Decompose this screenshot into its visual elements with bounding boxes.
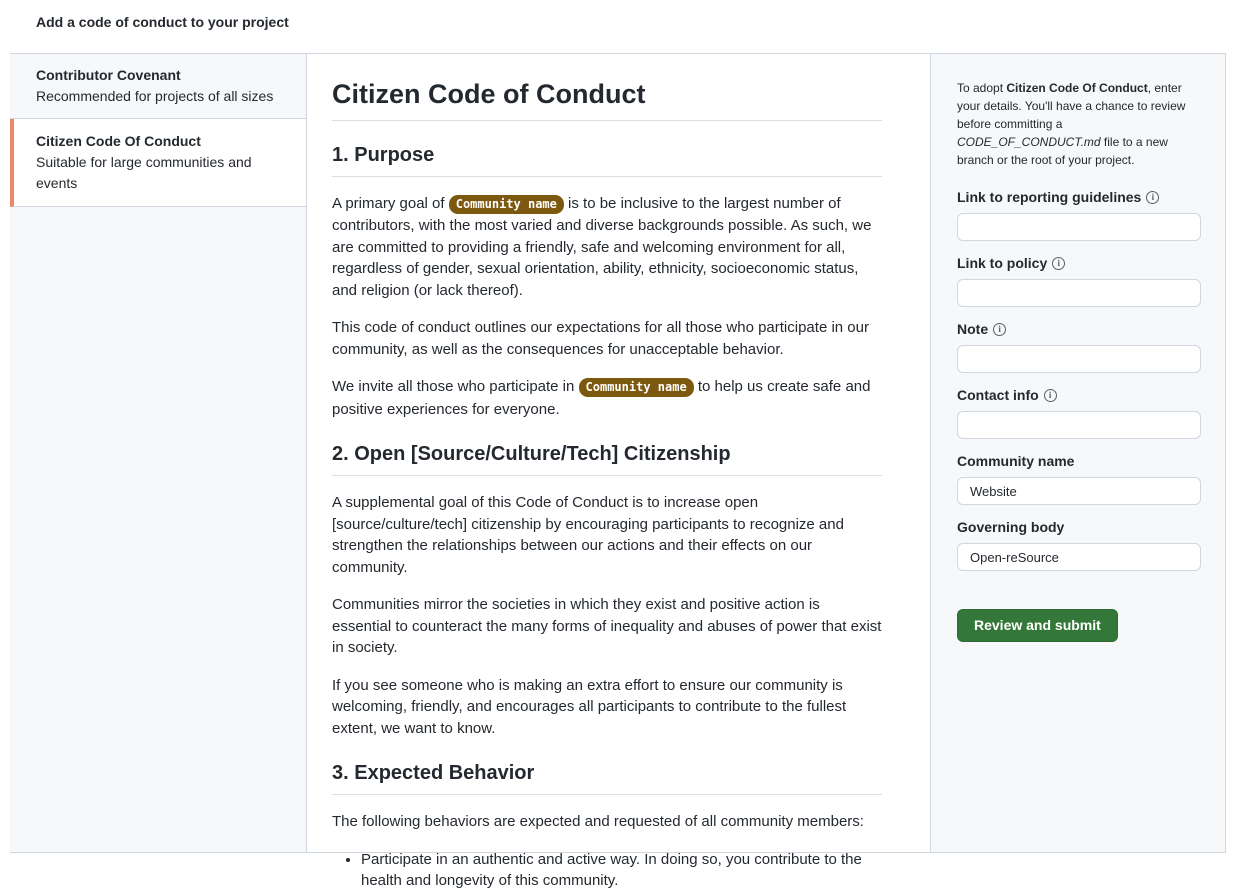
field-group-contact-info: [957, 385, 1200, 439]
info-icon[interactable]: i: [1044, 389, 1057, 402]
adoption-form-sidebar: [930, 54, 1225, 852]
info-icon[interactable]: i: [1052, 257, 1065, 270]
paragraph: A primary goal of Community name is to be inclusive to the largest number of contributors, with the most varied and diverse backgrounds possible. As such, we are committed to providing a friendly, safe and welcoming environment for all, regardless of gender, sexual orientation, ability, ethnicity, socioeconomic status, and religion (or lack thereof).: [332, 194, 872, 299]
paragraph: If you see someone who is making an extra effort to ensure our community is welcoming, friendly, and encourages all participants to contribute to the fullest extent, we want to know.: [332, 676, 847, 737]
field-label: [957, 385, 1200, 405]
paragraph: Communities mirror the societies in which they exist and positive action is essential to counteract the many forms of inequality and abuses of power that exist in society.: [332, 596, 882, 657]
field-label-text: Governing body: [957, 519, 1065, 535]
field-label: [957, 187, 1200, 207]
policy-link-input[interactable]: [957, 279, 1201, 307]
info-icon[interactable]: i: [1146, 191, 1159, 204]
page-title: Add a code of conduct to your project: [36, 14, 289, 30]
contact-info-input[interactable]: [957, 411, 1201, 439]
section-heading-expected-behavior: 3. Expected Behavior: [332, 761, 882, 795]
field-label: [957, 253, 1200, 273]
picker-item-title: Citizen Code Of Conduct: [36, 133, 201, 149]
governing-body-input[interactable]: [957, 543, 1201, 571]
field-group-note: [957, 319, 1200, 373]
field-group-reporting-guidelines: [957, 187, 1200, 241]
community-name-token: Community name: [449, 195, 564, 214]
field-label-text: Note: [957, 321, 989, 337]
section-heading-citizenship: 2. Open [Source/Culture/Tech] Citizenship: [332, 442, 882, 476]
field-label-text: Contact info: [957, 387, 1039, 403]
document-preview: [307, 54, 930, 890]
field-label: [957, 319, 1200, 339]
page-header: [0, 0, 1236, 53]
picker-item-contributor-covenant[interactable]: [10, 54, 306, 119]
paragraph: The following behaviors are expected and requested of all community members:: [332, 813, 864, 831]
picker-item-subtitle: Recommended for projects of all sizes: [36, 88, 274, 104]
conduct-picker-sidebar: [10, 54, 307, 852]
paragraph: A supplemental goal of this Code of Conduct is to increase open [source/culture/tech] citizenship by encouraging participants to recognize and strengthen the relationships between our actions and their effects on our community.: [332, 494, 844, 576]
picker-item-citizen-code[interactable]: [10, 119, 306, 207]
field-label-text: Link to reporting guidelines: [957, 189, 1142, 205]
field-group-policy: [957, 253, 1200, 307]
behavior-list: [361, 849, 882, 892]
note-input[interactable]: [957, 345, 1201, 373]
field-label-text: Community name: [957, 453, 1075, 469]
field-label: [957, 517, 1200, 537]
paragraph: We invite all those who participate in Community name to help us create safe and positive experiences for everyone.: [332, 378, 871, 418]
field-label: [957, 451, 1200, 471]
picker-item-subtitle: Suitable for large communities and events: [36, 154, 252, 191]
reporting-guidelines-input[interactable]: [957, 213, 1201, 241]
field-group-governing-body: [957, 517, 1200, 571]
form-intro-text: To adopt Citizen Code Of Conduct, enter your details. You'll have a chance to review before committing a CODE_OF_CONDUCT.md file to a new branch or the root of your project.: [957, 81, 1186, 167]
info-icon[interactable]: i: [993, 323, 1006, 336]
section-heading-purpose: 1. Purpose: [332, 143, 882, 177]
paragraph: This code of conduct outlines our expectations for all those who participate in our community, as well as the consequences for unacceptable behavior.: [332, 319, 869, 358]
field-group-community-name: [957, 451, 1200, 505]
document-title: Citizen Code of Conduct: [332, 78, 882, 121]
review-and-submit-button[interactable]: Review and submit: [957, 609, 1118, 642]
picker-item-title: Contributor Covenant: [36, 67, 181, 83]
field-label-text: Link to policy: [957, 255, 1048, 271]
main-container: [10, 53, 1226, 890]
community-name-input[interactable]: [957, 477, 1201, 505]
list-item: • Participate in an authentic and active way. In doing so, you contribute to the health and longevity of this community.: [361, 849, 882, 892]
community-name-token: Community name: [579, 378, 694, 397]
